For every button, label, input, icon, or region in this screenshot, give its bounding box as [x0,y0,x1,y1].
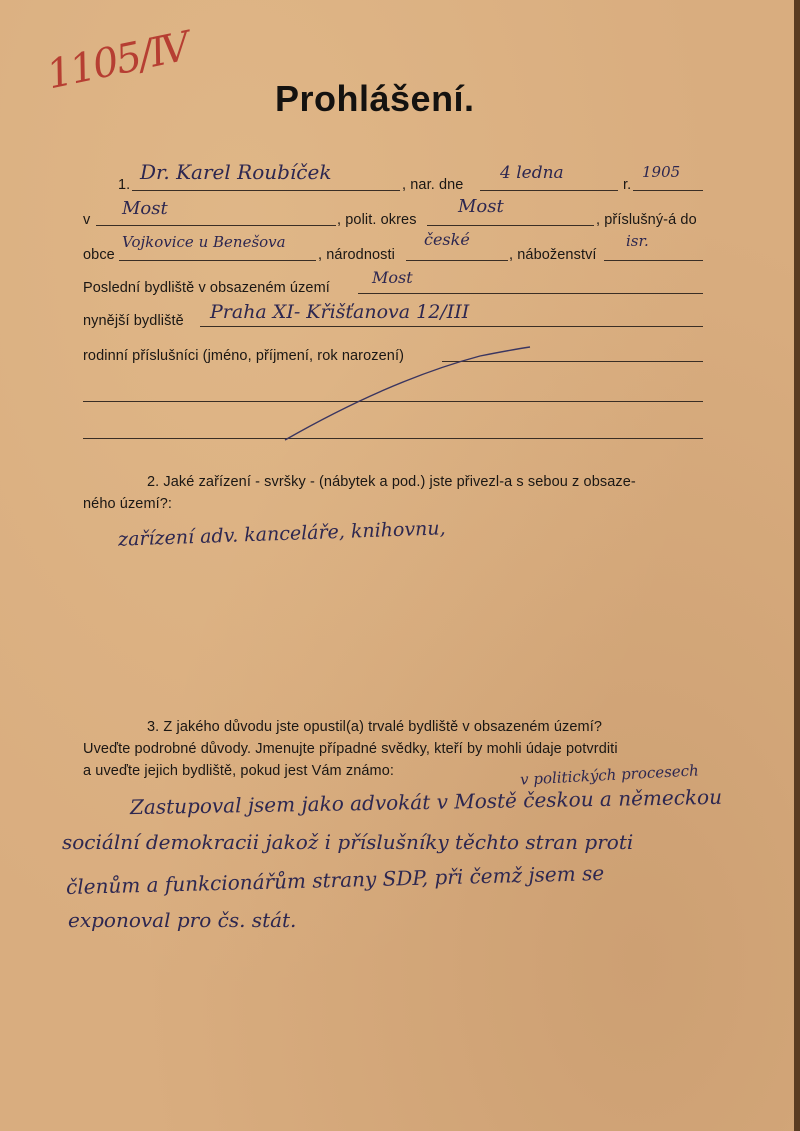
q2-answer: zařízení adv. kanceláře, knihovnu, [117,517,446,551]
q3-answer-line2: sociální demokracii jakož i příslušníky těchto stran proti [62,830,634,854]
q2-line2: ného území?: [83,496,173,512]
q3-line3: a uveďte jejich bydliště, pokud jest Vám známo: [83,763,395,779]
narodnost-value: české [424,230,470,249]
year-value: 1905 [642,163,681,181]
q3-answer-line3: členům a funkcionářům strany SDP, při čemž jsem se [65,860,605,900]
q3-line1: 3. Z jakého důvodu jste opustil(a) trvalé bydliště v obsazeném území? [147,719,603,735]
q3-insert: v politických procesech [519,761,700,789]
obce-label: obce [83,247,115,263]
okres-value: Most [458,196,504,217]
nabozenstvi-value: isr. [626,232,649,250]
place-value: Most [122,198,168,219]
red-pencil-number: 1105/Ⅳ [42,23,193,99]
okres-label: , polit. okres [337,212,417,228]
date-value: 4 ledna [500,163,564,183]
nynejsi-bydliste-label: nynější bydliště [83,313,184,329]
posledni-bydliste-value: Most [372,268,413,287]
nar-label: , nar. dne [402,177,464,193]
prislusny-label: , příslušný-á do [596,212,697,228]
q2-line1: 2. Jaké zařízení - svršky - (nábytek a pod.) jste přivezl-a s sebou z obsaze- [147,474,636,490]
rodinni-prislusnici-label: rodinní příslušníci (jméno, příjmení, rok narození) [83,348,405,364]
v-label: v [83,212,91,228]
narodnost-label: , národnosti [318,247,395,263]
nynejsi-bydliste-value: Praha XI- Křišťanova 12/III [210,301,470,323]
posledni-bydliste-label: Poslední bydliště v obsazeném území [83,280,330,296]
strike-through-mark [0,0,800,470]
nabozenstvi-label: , náboženství [509,247,597,263]
q3-answer-line1: Zastupoval jsem jako advokát v Mostě českou a německou [129,784,723,820]
row1-number: 1. [118,177,131,193]
name-value: Dr. Karel Roubíček [140,160,332,184]
obce-value: Vojkovice u Benešova [122,233,286,251]
q3-answer-line4: exponoval pro čs. stát. [68,908,297,932]
q3-line2: Uveďte podrobné důvody. Jmenujte případné svědky, kteří by mohli údaje potvrditi [83,741,618,757]
page-title: Prohlášení. [275,78,475,119]
r-label: r. [623,177,632,193]
